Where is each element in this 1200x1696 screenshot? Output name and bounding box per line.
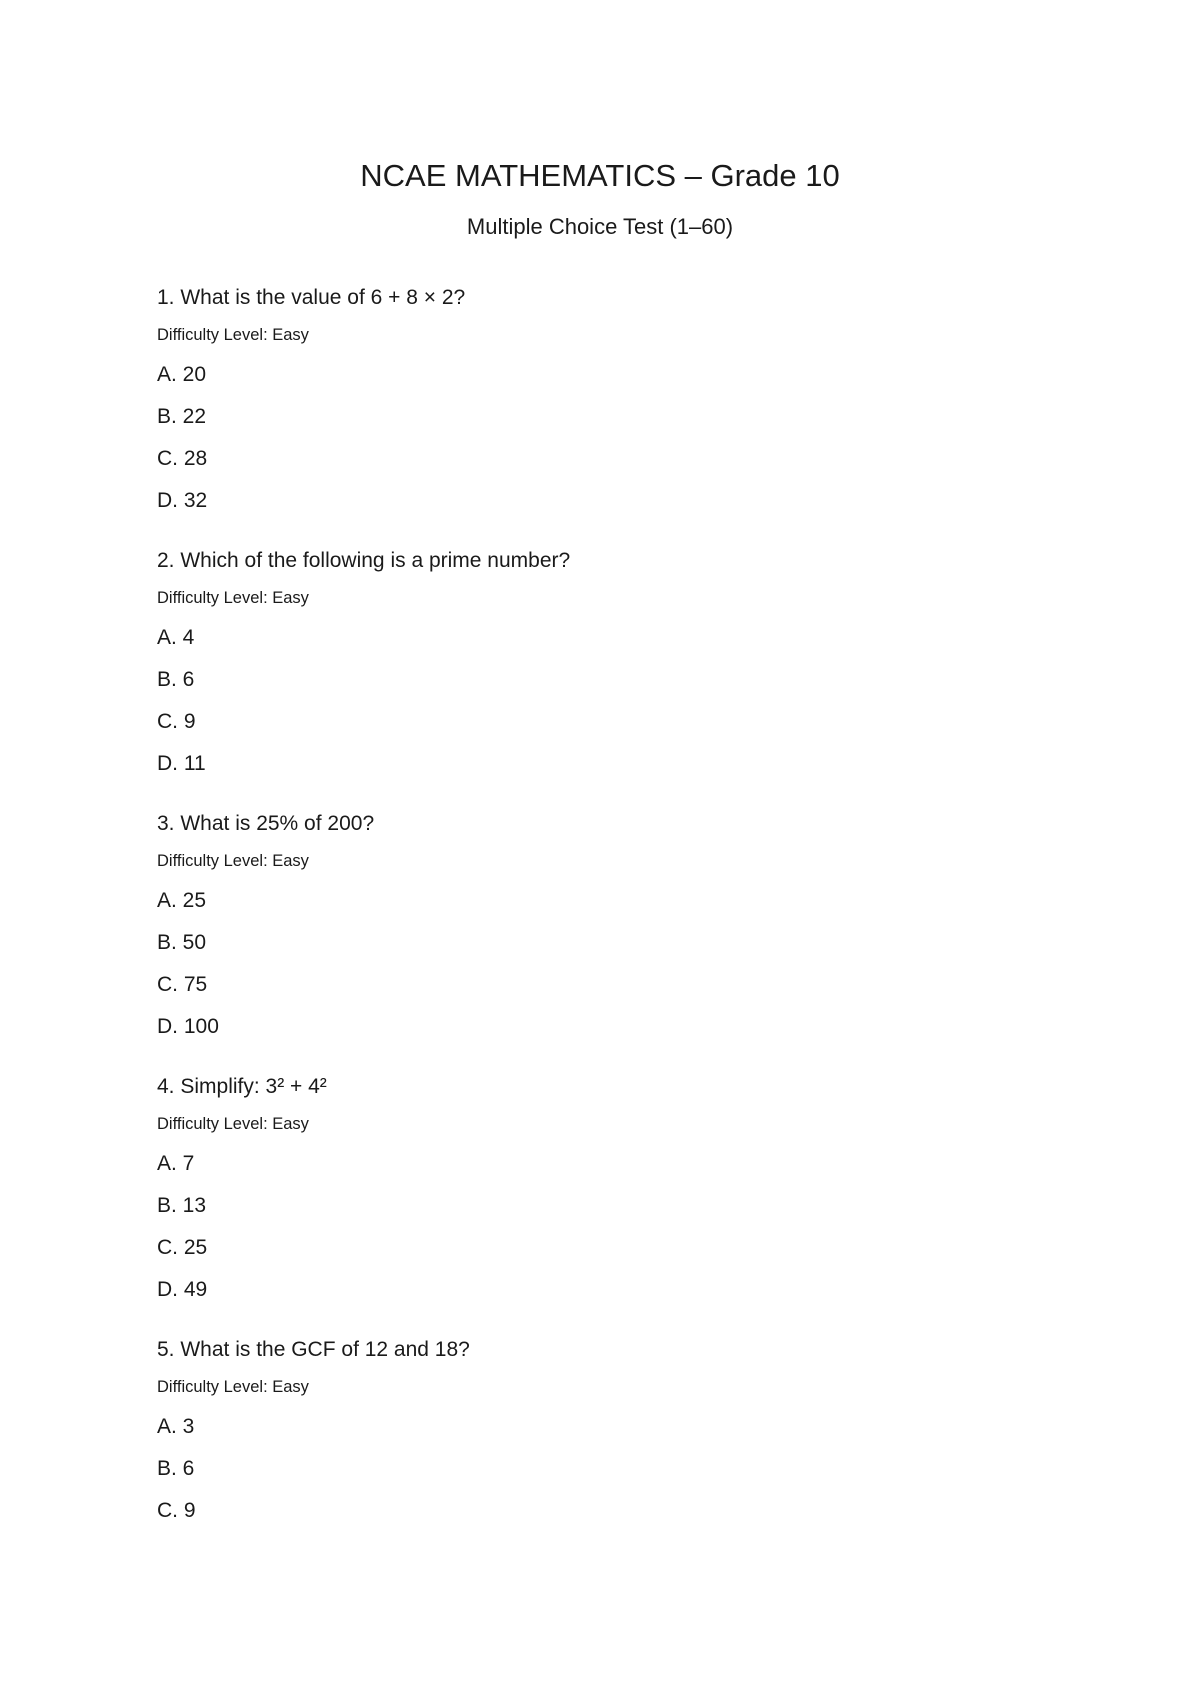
question-4	[157, 1074, 1057, 1319]
document-subtitle: Multiple Choice Test (1–60)	[466, 214, 734, 239]
difficulty-label: Difficulty Level: Easy	[157, 326, 309, 344]
option-c: C. 75	[157, 973, 208, 996]
option-b: B. 13	[157, 1194, 207, 1217]
option-a: A. 20	[157, 363, 207, 386]
option-a: A. 3	[157, 1415, 195, 1438]
option-a: A. 7	[157, 1152, 195, 1175]
option-b: B. 22	[157, 405, 207, 428]
option-b: B. 6	[157, 668, 195, 691]
option-b: B. 50	[157, 931, 207, 954]
question-text: 1. What is the value of 6 + 8 × 2?	[157, 286, 466, 309]
question-text: 3. What is 25% of 200?	[157, 812, 375, 835]
option-c: C. 28	[157, 447, 208, 470]
question-text: 4. Simplify: 3² + 4²	[157, 1075, 327, 1098]
difficulty-label: Difficulty Level: Easy	[157, 1115, 309, 1133]
difficulty-label: Difficulty Level: Easy	[157, 1378, 309, 1396]
option-d: D. 32	[157, 489, 208, 512]
option-a: A. 25	[157, 889, 207, 912]
question-2	[157, 548, 1057, 793]
option-a: A. 4	[157, 626, 195, 649]
option-c: C. 9	[157, 710, 196, 733]
question-3	[157, 811, 1057, 1056]
question-1	[157, 285, 1057, 530]
difficulty-label: Difficulty Level: Easy	[157, 589, 309, 607]
difficulty-label: Difficulty Level: Easy	[157, 852, 309, 870]
option-c: C. 25	[157, 1236, 208, 1259]
question-5	[157, 1337, 1057, 1540]
document-title: NCAE MATHEMATICS – Grade 10	[360, 158, 840, 193]
option-d: D. 49	[157, 1278, 208, 1301]
option-c: C. 9	[157, 1499, 196, 1522]
option-d: D. 11	[157, 752, 206, 775]
option-b: B. 6	[157, 1457, 195, 1480]
option-d: D. 100	[157, 1015, 219, 1038]
question-text: 2. Which of the following is a prime number?	[157, 549, 571, 572]
question-text: 5. What is the GCF of 12 and 18?	[157, 1338, 470, 1361]
